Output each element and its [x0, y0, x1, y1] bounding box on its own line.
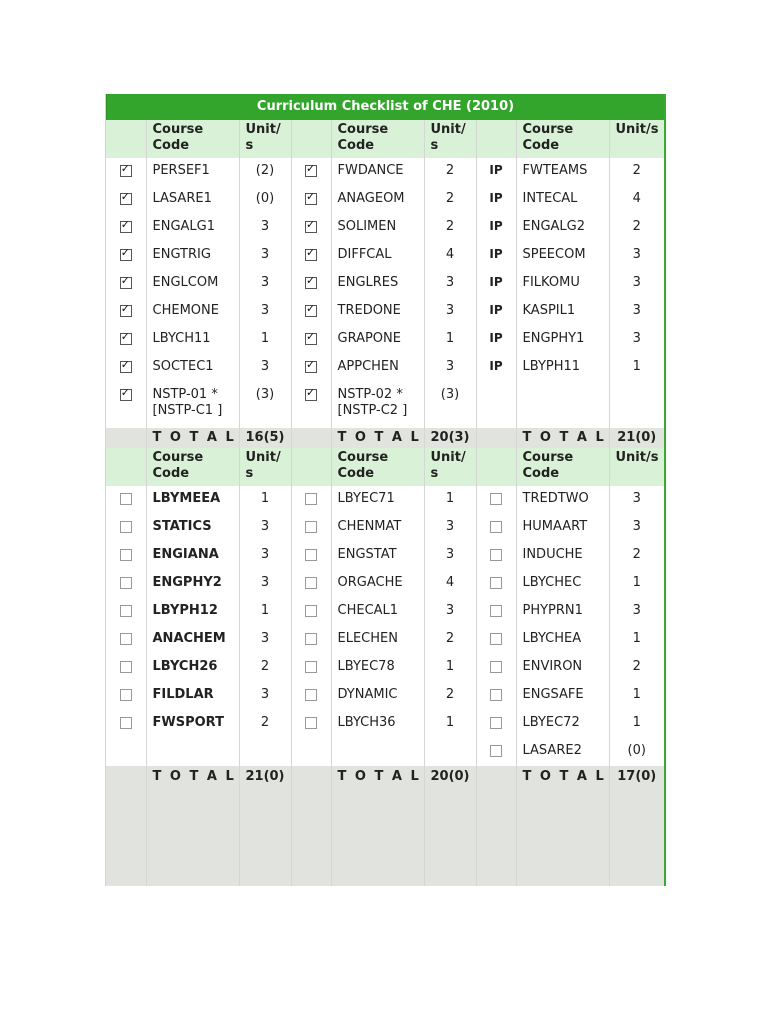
unchecked-checkbox[interactable] [120, 549, 132, 561]
status-cell [476, 298, 516, 326]
status-cell [291, 542, 331, 570]
course-code: LBYEC72 [516, 710, 609, 738]
total-units: 16(5) [239, 428, 291, 448]
course-units: 3 [239, 270, 291, 298]
course-code: FWDANCE [331, 158, 424, 186]
status-cell [291, 598, 331, 626]
checked-checkbox[interactable] [120, 361, 132, 373]
checklist-table [106, 120, 664, 886]
status-cell [106, 354, 146, 382]
status-cell [106, 158, 146, 186]
course-row [106, 354, 664, 382]
course-code: SPEECOM [516, 242, 609, 270]
status-cell [476, 326, 516, 354]
course-row [106, 326, 664, 354]
course-units: 3 [239, 298, 291, 326]
status-cell [291, 242, 331, 270]
course-units: 2 [609, 158, 664, 186]
course-units: (0) [239, 186, 291, 214]
course-code: STATICS [146, 514, 239, 542]
status-cell [291, 354, 331, 382]
course-code: LBYEC71 [331, 486, 424, 514]
course-units: 3 [239, 354, 291, 382]
status-cell [476, 242, 516, 270]
status-cell [106, 542, 146, 570]
status-cell [291, 158, 331, 186]
course-code: ENGPHY2 [146, 570, 239, 598]
units-header: Unit/s [609, 448, 664, 486]
course-code: ENGALG2 [516, 214, 609, 242]
status-cell [476, 710, 516, 738]
total-label: T O T A L [331, 428, 424, 448]
course-code: CHEMONE [146, 298, 239, 326]
course-units: 1 [609, 710, 664, 738]
status-cell [106, 626, 146, 654]
course-units: 2 [609, 214, 664, 242]
status-cell [106, 738, 146, 766]
course-units: 1 [239, 486, 291, 514]
unchecked-checkbox[interactable] [490, 745, 502, 757]
course-units: 3 [239, 242, 291, 270]
status-cell [291, 710, 331, 738]
checked-checkbox[interactable] [120, 221, 132, 233]
in-progress-badge: IP [489, 219, 503, 233]
status-cell [106, 382, 146, 428]
course-code: ENVIRON [516, 654, 609, 682]
status-cell [476, 654, 516, 682]
status-cell [106, 186, 146, 214]
course-code: ENGSTAT [331, 542, 424, 570]
course-code: PERSEF1 [146, 158, 239, 186]
total-row [106, 766, 664, 886]
status-cell [476, 158, 516, 186]
status-cell [476, 626, 516, 654]
total-spacer [476, 428, 516, 448]
checked-checkbox[interactable] [120, 333, 132, 345]
units-header: Unit/s [609, 120, 664, 158]
total-units: 17(0) [609, 766, 664, 886]
unchecked-checkbox[interactable] [305, 605, 317, 617]
course-units: (3) [424, 382, 476, 428]
unchecked-checkbox[interactable] [490, 689, 502, 701]
unchecked-checkbox[interactable] [305, 717, 317, 729]
status-cell [476, 186, 516, 214]
course-row [106, 654, 664, 682]
course-units: 4 [424, 242, 476, 270]
column-header-row [106, 448, 664, 486]
course-code: LBYCHEA [516, 626, 609, 654]
course-code: LBYCHEC [516, 570, 609, 598]
course-units: 3 [239, 542, 291, 570]
course-code: LASARE2 [516, 738, 609, 766]
checkbox-header [291, 448, 331, 486]
checked-checkbox[interactable] [305, 221, 317, 233]
checked-checkbox[interactable] [305, 305, 317, 317]
unchecked-checkbox[interactable] [120, 633, 132, 645]
unchecked-checkbox[interactable] [120, 689, 132, 701]
course-units [424, 738, 476, 766]
checked-checkbox[interactable] [305, 165, 317, 177]
course-units: 2 [424, 682, 476, 710]
course-code: GRAPONE [331, 326, 424, 354]
course-code-header: Course Code [516, 448, 609, 486]
status-cell [106, 298, 146, 326]
unchecked-checkbox[interactable] [490, 633, 502, 645]
course-code: NSTP-02 * [NSTP-C2 ] [331, 382, 424, 428]
total-spacer [106, 766, 146, 886]
checked-checkbox[interactable] [305, 249, 317, 261]
status-cell [106, 242, 146, 270]
course-units: (0) [609, 738, 664, 766]
total-row [106, 428, 664, 448]
course-code [516, 382, 609, 428]
status-cell [106, 710, 146, 738]
unchecked-checkbox[interactable] [120, 493, 132, 505]
course-units: 1 [609, 570, 664, 598]
status-cell [476, 514, 516, 542]
course-code: CHECAL1 [331, 598, 424, 626]
course-code: LBYMEEA [146, 486, 239, 514]
course-code: TREDTWO [516, 486, 609, 514]
course-units: 3 [424, 298, 476, 326]
curriculum-checklist [105, 94, 666, 886]
course-code: ORGACHE [331, 570, 424, 598]
course-code-header: Course Code [146, 448, 239, 486]
unchecked-checkbox[interactable] [490, 549, 502, 561]
course-units: 2 [424, 626, 476, 654]
course-code: INTECAL [516, 186, 609, 214]
units-header: Unit/ s [424, 120, 476, 158]
course-units: 1 [239, 326, 291, 354]
course-code: FWSPORT [146, 710, 239, 738]
course-code: NSTP-01 * [NSTP-C1 ] [146, 382, 239, 428]
total-spacer [291, 766, 331, 886]
course-code: PHYPRN1 [516, 598, 609, 626]
checkbox-header [291, 120, 331, 158]
status-cell [476, 598, 516, 626]
course-code: ENGPHY1 [516, 326, 609, 354]
course-code: DYNAMIC [331, 682, 424, 710]
status-cell [291, 682, 331, 710]
course-units: 4 [609, 186, 664, 214]
checkbox-header [106, 448, 146, 486]
total-label: T O T A L [146, 428, 239, 448]
column-header-row [106, 120, 664, 158]
status-cell [106, 326, 146, 354]
course-code: ELECHEN [331, 626, 424, 654]
total-label: T O T A L [146, 766, 239, 886]
course-units: 3 [424, 354, 476, 382]
course-units: 3 [609, 598, 664, 626]
course-units: 4 [424, 570, 476, 598]
course-units: 1 [424, 486, 476, 514]
unchecked-checkbox[interactable] [305, 633, 317, 645]
in-progress-badge: IP [489, 191, 503, 205]
checkbox-header [476, 448, 516, 486]
course-row [106, 186, 664, 214]
course-code: APPCHEN [331, 354, 424, 382]
checklist-title: Curriculum Checklist of CHE (2010) [106, 94, 664, 120]
course-code: DIFFCAL [331, 242, 424, 270]
course-units: 2 [239, 710, 291, 738]
status-cell [291, 514, 331, 542]
course-code: TREDONE [331, 298, 424, 326]
course-code-header: Course Code [331, 448, 424, 486]
status-cell [106, 654, 146, 682]
course-units: 1 [609, 354, 664, 382]
course-code: LBYCH26 [146, 654, 239, 682]
course-code: INDUCHE [516, 542, 609, 570]
total-spacer [106, 428, 146, 448]
course-units: 1 [424, 654, 476, 682]
course-units: 3 [609, 270, 664, 298]
status-cell [476, 542, 516, 570]
unchecked-checkbox[interactable] [305, 493, 317, 505]
in-progress-badge: IP [489, 163, 503, 177]
total-spacer [291, 428, 331, 448]
in-progress-badge: IP [489, 359, 503, 373]
course-code: FILDLAR [146, 682, 239, 710]
checkbox-header [476, 120, 516, 158]
checked-checkbox[interactable] [305, 193, 317, 205]
course-units [239, 738, 291, 766]
status-cell [476, 570, 516, 598]
course-code: FWTEAMS [516, 158, 609, 186]
status-cell [106, 598, 146, 626]
status-cell [106, 486, 146, 514]
course-row [106, 542, 664, 570]
unchecked-checkbox[interactable] [120, 661, 132, 673]
unchecked-checkbox[interactable] [490, 577, 502, 589]
course-units: 2 [424, 158, 476, 186]
in-progress-badge: IP [489, 331, 503, 345]
unchecked-checkbox[interactable] [490, 605, 502, 617]
unchecked-checkbox[interactable] [305, 577, 317, 589]
status-cell [476, 738, 516, 766]
checked-checkbox[interactable] [305, 333, 317, 345]
course-row [106, 710, 664, 738]
status-cell [291, 382, 331, 428]
course-units: 1 [424, 710, 476, 738]
course-code: ENGTRIG [146, 242, 239, 270]
unchecked-checkbox[interactable] [490, 521, 502, 533]
status-cell [476, 682, 516, 710]
course-units: 3 [424, 542, 476, 570]
checked-checkbox[interactable] [305, 361, 317, 373]
course-row [106, 626, 664, 654]
course-row [106, 382, 664, 428]
total-spacer [476, 766, 516, 886]
status-cell [106, 270, 146, 298]
course-units: 2 [609, 542, 664, 570]
status-cell [476, 354, 516, 382]
course-units: 3 [609, 242, 664, 270]
course-row [106, 214, 664, 242]
in-progress-badge: IP [489, 303, 503, 317]
course-code [331, 738, 424, 766]
course-code: ANAGEOM [331, 186, 424, 214]
course-code-header: Course Code [331, 120, 424, 158]
course-units: 3 [424, 598, 476, 626]
course-units: 1 [424, 326, 476, 354]
course-code: HUMAART [516, 514, 609, 542]
course-units: 2 [424, 214, 476, 242]
status-cell [476, 270, 516, 298]
units-header: Unit/ s [239, 120, 291, 158]
status-cell [476, 382, 516, 428]
course-code: FILKOMU [516, 270, 609, 298]
course-row [106, 570, 664, 598]
unchecked-checkbox[interactable] [305, 549, 317, 561]
course-code: SOLIMEN [331, 214, 424, 242]
total-units: 20(3) [424, 428, 476, 448]
in-progress-badge: IP [489, 275, 503, 289]
in-progress-badge: IP [489, 247, 503, 261]
course-row [106, 158, 664, 186]
course-units [609, 382, 664, 428]
status-cell [291, 270, 331, 298]
course-units: 2 [239, 654, 291, 682]
course-units: 3 [424, 270, 476, 298]
total-label: T O T A L [516, 428, 609, 448]
course-row [106, 514, 664, 542]
status-cell [291, 626, 331, 654]
course-code: ENGSAFE [516, 682, 609, 710]
unchecked-checkbox[interactable] [120, 717, 132, 729]
status-cell [106, 214, 146, 242]
status-cell [291, 486, 331, 514]
status-cell [291, 570, 331, 598]
unchecked-checkbox[interactable] [305, 689, 317, 701]
course-row [106, 682, 664, 710]
term2-section [106, 448, 664, 886]
course-code: LASARE1 [146, 186, 239, 214]
total-units: 21(0) [609, 428, 664, 448]
course-row [106, 242, 664, 270]
course-units: 3 [609, 486, 664, 514]
checked-checkbox[interactable] [305, 277, 317, 289]
unchecked-checkbox[interactable] [305, 661, 317, 673]
total-units: 20(0) [424, 766, 476, 886]
course-units: 2 [609, 654, 664, 682]
units-header: Unit/ s [424, 448, 476, 486]
unchecked-checkbox[interactable] [120, 521, 132, 533]
units-header: Unit/ s [239, 448, 291, 486]
status-cell [291, 326, 331, 354]
course-code: SOCTEC1 [146, 354, 239, 382]
unchecked-checkbox[interactable] [120, 605, 132, 617]
course-units: 3 [239, 214, 291, 242]
course-code [146, 738, 239, 766]
course-units: 3 [424, 514, 476, 542]
course-units: 1 [609, 682, 664, 710]
unchecked-checkbox[interactable] [120, 577, 132, 589]
course-row [106, 270, 664, 298]
course-code: ENGIANA [146, 542, 239, 570]
course-row [106, 486, 664, 514]
status-cell [106, 570, 146, 598]
course-code: CHENMAT [331, 514, 424, 542]
course-code: LBYPH11 [516, 354, 609, 382]
total-label: T O T A L [516, 766, 609, 886]
course-row [106, 598, 664, 626]
unchecked-checkbox[interactable] [490, 717, 502, 729]
checked-checkbox[interactable] [120, 193, 132, 205]
checkbox-header [106, 120, 146, 158]
course-units: 3 [609, 514, 664, 542]
course-units: 2 [424, 186, 476, 214]
course-row [106, 738, 664, 766]
course-code: KASPIL1 [516, 298, 609, 326]
course-units: 1 [609, 626, 664, 654]
status-cell [291, 186, 331, 214]
total-units: 21(0) [239, 766, 291, 886]
course-code: LBYCH36 [331, 710, 424, 738]
course-code: LBYEC78 [331, 654, 424, 682]
unchecked-checkbox[interactable] [305, 521, 317, 533]
status-cell [106, 514, 146, 542]
checked-checkbox[interactable] [120, 277, 132, 289]
status-cell [291, 298, 331, 326]
checked-checkbox[interactable] [120, 389, 132, 401]
unchecked-checkbox[interactable] [490, 493, 502, 505]
status-cell [476, 214, 516, 242]
checked-checkbox[interactable] [120, 165, 132, 177]
course-units: (3) [239, 382, 291, 428]
course-code-header: Course Code [146, 120, 239, 158]
course-code: ANACHEM [146, 626, 239, 654]
checked-checkbox[interactable] [120, 305, 132, 317]
status-cell [106, 682, 146, 710]
course-code: LBYCH11 [146, 326, 239, 354]
status-cell [291, 738, 331, 766]
course-units: 3 [609, 298, 664, 326]
course-code-header: Course Code [516, 120, 609, 158]
course-units: 3 [239, 626, 291, 654]
course-code: ENGLCOM [146, 270, 239, 298]
unchecked-checkbox[interactable] [490, 661, 502, 673]
course-code: ENGLRES [331, 270, 424, 298]
course-code: LBYPH12 [146, 598, 239, 626]
checked-checkbox[interactable] [305, 389, 317, 401]
course-units: 1 [239, 598, 291, 626]
course-units: 3 [239, 682, 291, 710]
course-units: 3 [239, 514, 291, 542]
status-cell [291, 654, 331, 682]
total-label: T O T A L [331, 766, 424, 886]
status-cell [476, 486, 516, 514]
status-cell [291, 214, 331, 242]
course-units: 3 [239, 570, 291, 598]
course-row [106, 298, 664, 326]
course-units: (2) [239, 158, 291, 186]
course-units: 3 [609, 326, 664, 354]
term1-section [106, 120, 664, 448]
checked-checkbox[interactable] [120, 249, 132, 261]
course-code: ENGALG1 [146, 214, 239, 242]
